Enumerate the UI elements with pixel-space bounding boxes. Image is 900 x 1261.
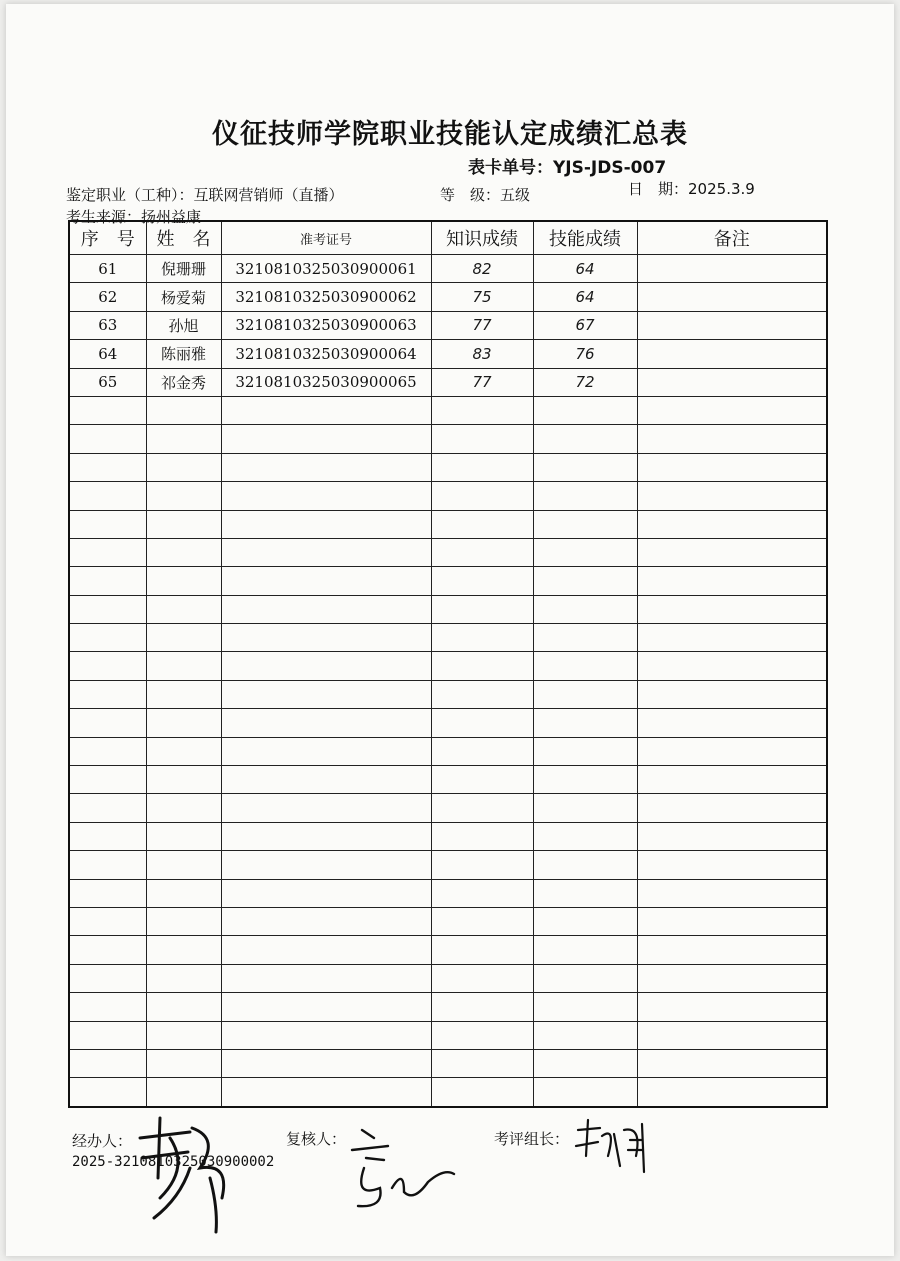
cell-remark bbox=[637, 964, 827, 992]
cell-remark bbox=[637, 737, 827, 765]
cell-skill: 64 bbox=[533, 255, 637, 283]
table-row bbox=[69, 737, 827, 765]
cell-remark bbox=[637, 283, 827, 311]
table-row bbox=[69, 340, 827, 368]
date-label: 日 期： bbox=[628, 180, 689, 198]
cell-skill bbox=[533, 907, 637, 935]
table-row bbox=[69, 766, 827, 794]
cell-seq: 65 bbox=[69, 368, 146, 396]
cell-seq bbox=[69, 964, 146, 992]
cell-name bbox=[146, 822, 221, 850]
cell-cert bbox=[221, 1049, 431, 1077]
table-row bbox=[69, 851, 827, 879]
table-body bbox=[69, 255, 827, 1107]
cell-remark bbox=[637, 567, 827, 595]
level-label: 等 级： bbox=[440, 186, 501, 204]
cell-knowledge bbox=[431, 680, 533, 708]
cell-name bbox=[146, 964, 221, 992]
table-row bbox=[69, 368, 827, 396]
cell-knowledge: 77 bbox=[431, 368, 533, 396]
table-row bbox=[69, 624, 827, 652]
document-title: 仪征技师学院职业技能认定成绩汇总表 bbox=[212, 119, 688, 150]
cell-name bbox=[146, 1021, 221, 1049]
cell-seq bbox=[69, 879, 146, 907]
cell-remark bbox=[637, 879, 827, 907]
cell-remark bbox=[637, 624, 827, 652]
table-row bbox=[69, 283, 827, 311]
cell-seq bbox=[69, 907, 146, 935]
cell-name bbox=[146, 1078, 221, 1107]
reviewer-label: 复核人： bbox=[286, 1130, 347, 1148]
cell-seq: 62 bbox=[69, 283, 146, 311]
cell-seq bbox=[69, 482, 146, 510]
header-cert: 准考证号 bbox=[221, 221, 431, 255]
cell-name bbox=[146, 907, 221, 935]
score-table bbox=[68, 220, 828, 1108]
cell-remark bbox=[637, 482, 827, 510]
cell-name: 杨爱菊 bbox=[146, 283, 221, 311]
cell-remark bbox=[637, 396, 827, 424]
table-row bbox=[69, 879, 827, 907]
table-row bbox=[69, 907, 827, 935]
table-row bbox=[69, 680, 827, 708]
cell-seq: 63 bbox=[69, 311, 146, 339]
cell-name bbox=[146, 510, 221, 538]
cell-cert bbox=[221, 396, 431, 424]
table-row bbox=[69, 538, 827, 566]
cell-knowledge: 83 bbox=[431, 340, 533, 368]
cell-remark bbox=[637, 595, 827, 623]
cell-skill bbox=[533, 595, 637, 623]
cell-name: 倪珊珊 bbox=[146, 255, 221, 283]
cell-seq bbox=[69, 822, 146, 850]
cell-seq bbox=[69, 766, 146, 794]
date-field bbox=[628, 178, 755, 199]
cell-skill bbox=[533, 851, 637, 879]
cell-name bbox=[146, 425, 221, 453]
occupation-value: 互联网营销师（直播） bbox=[193, 186, 344, 204]
cell-remark bbox=[637, 425, 827, 453]
cell-seq bbox=[69, 510, 146, 538]
header-knowledge: 知识成绩 bbox=[431, 221, 533, 255]
cell-knowledge bbox=[431, 595, 533, 623]
cell-skill bbox=[533, 1021, 637, 1049]
cell-cert bbox=[221, 936, 431, 964]
cell-skill bbox=[533, 737, 637, 765]
occupation-label: 鉴定职业（工种）： bbox=[66, 186, 194, 204]
level-value: 五级 bbox=[500, 186, 531, 204]
cell-remark bbox=[637, 1078, 827, 1107]
cell-remark bbox=[637, 652, 827, 680]
cell-seq bbox=[69, 1021, 146, 1049]
cell-seq bbox=[69, 396, 146, 424]
cell-remark bbox=[637, 680, 827, 708]
cell-knowledge bbox=[431, 766, 533, 794]
cell-remark bbox=[637, 794, 827, 822]
cell-seq bbox=[69, 737, 146, 765]
table-row bbox=[69, 652, 827, 680]
cell-cert bbox=[221, 709, 431, 737]
cell-cert bbox=[221, 510, 431, 538]
cell-knowledge bbox=[431, 964, 533, 992]
cell-name bbox=[146, 538, 221, 566]
cell-cert bbox=[221, 453, 431, 481]
cell-name bbox=[146, 624, 221, 652]
table-row bbox=[69, 1049, 827, 1077]
cell-cert bbox=[221, 907, 431, 935]
cell-name bbox=[146, 680, 221, 708]
cell-name bbox=[146, 1049, 221, 1077]
cell-seq bbox=[69, 567, 146, 595]
table-header-row bbox=[69, 221, 827, 255]
header-seq: 序 号 bbox=[69, 221, 146, 255]
cell-remark bbox=[637, 453, 827, 481]
form-number bbox=[468, 153, 666, 178]
cell-skill bbox=[533, 510, 637, 538]
cell-skill: 72 bbox=[533, 368, 637, 396]
cell-knowledge bbox=[431, 425, 533, 453]
cell-remark bbox=[637, 510, 827, 538]
cell-knowledge bbox=[431, 936, 533, 964]
cell-cert bbox=[221, 766, 431, 794]
header-remark: 备注 bbox=[637, 221, 827, 255]
cell-name bbox=[146, 595, 221, 623]
cell-seq bbox=[69, 453, 146, 481]
table-row bbox=[69, 595, 827, 623]
cell-remark bbox=[637, 851, 827, 879]
cell-cert bbox=[221, 794, 431, 822]
cell-remark bbox=[637, 340, 827, 368]
cell-skill: 67 bbox=[533, 311, 637, 339]
cell-seq bbox=[69, 652, 146, 680]
cell-knowledge bbox=[431, 709, 533, 737]
cell-seq bbox=[69, 709, 146, 737]
cell-knowledge bbox=[431, 907, 533, 935]
cell-cert: 3210810325030900064 bbox=[221, 340, 431, 368]
cell-cert bbox=[221, 737, 431, 765]
handler-signature bbox=[130, 1108, 250, 1238]
cell-name bbox=[146, 879, 221, 907]
table-row bbox=[69, 482, 827, 510]
cell-name: 孙旭 bbox=[146, 311, 221, 339]
cell-skill bbox=[533, 538, 637, 566]
cell-seq: 61 bbox=[69, 255, 146, 283]
cell-knowledge bbox=[431, 567, 533, 595]
cell-name bbox=[146, 453, 221, 481]
cell-seq bbox=[69, 624, 146, 652]
cell-name bbox=[146, 567, 221, 595]
cell-knowledge bbox=[431, 879, 533, 907]
header-name: 姓 名 bbox=[146, 221, 221, 255]
occupation-field bbox=[66, 184, 344, 205]
cell-name bbox=[146, 652, 221, 680]
cell-knowledge bbox=[431, 453, 533, 481]
cell-remark bbox=[637, 993, 827, 1021]
cell-seq bbox=[69, 680, 146, 708]
cell-skill bbox=[533, 624, 637, 652]
cell-seq bbox=[69, 425, 146, 453]
cell-seq: 64 bbox=[69, 340, 146, 368]
cell-remark bbox=[637, 936, 827, 964]
cell-skill bbox=[533, 425, 637, 453]
cell-skill bbox=[533, 396, 637, 424]
cell-name bbox=[146, 993, 221, 1021]
cell-seq bbox=[69, 794, 146, 822]
cell-name: 祁金秀 bbox=[146, 368, 221, 396]
cell-skill bbox=[533, 766, 637, 794]
cell-knowledge bbox=[431, 1049, 533, 1077]
table-row bbox=[69, 425, 827, 453]
cell-skill bbox=[533, 1078, 637, 1107]
cell-remark bbox=[637, 1049, 827, 1077]
cell-knowledge bbox=[431, 396, 533, 424]
cell-skill bbox=[533, 936, 637, 964]
table-row bbox=[69, 936, 827, 964]
form-number-label: 表卡单号： bbox=[468, 158, 553, 178]
cell-remark bbox=[637, 255, 827, 283]
cell-seq bbox=[69, 1049, 146, 1077]
cell-name bbox=[146, 482, 221, 510]
cell-cert: 3210810325030900062 bbox=[221, 283, 431, 311]
cell-knowledge bbox=[431, 624, 533, 652]
source-value: 扬州益康 bbox=[141, 208, 202, 226]
table-row bbox=[69, 567, 827, 595]
table-row bbox=[69, 1078, 827, 1107]
cell-remark bbox=[637, 907, 827, 935]
cell-cert bbox=[221, 567, 431, 595]
source-label: 考生来源： bbox=[66, 208, 142, 226]
cell-cert: 3210810325030900065 bbox=[221, 368, 431, 396]
cell-name bbox=[146, 709, 221, 737]
table-row bbox=[69, 822, 827, 850]
handler-label: 经办人： bbox=[72, 1132, 133, 1150]
cell-cert bbox=[221, 822, 431, 850]
cell-cert bbox=[221, 993, 431, 1021]
cell-cert bbox=[221, 425, 431, 453]
cell-seq bbox=[69, 538, 146, 566]
cell-knowledge bbox=[431, 652, 533, 680]
cell-cert bbox=[221, 652, 431, 680]
cell-skill bbox=[533, 482, 637, 510]
cell-remark bbox=[637, 766, 827, 794]
cell-name: 陈丽雅 bbox=[146, 340, 221, 368]
table-row bbox=[69, 1021, 827, 1049]
cell-remark bbox=[637, 822, 827, 850]
cell-cert bbox=[221, 624, 431, 652]
cell-seq bbox=[69, 595, 146, 623]
cell-cert bbox=[221, 851, 431, 879]
document-code: 2025-3210810325030900002 bbox=[72, 1154, 275, 1170]
cell-skill bbox=[533, 879, 637, 907]
cell-knowledge bbox=[431, 851, 533, 879]
cell-remark bbox=[637, 1021, 827, 1049]
cell-knowledge: 77 bbox=[431, 311, 533, 339]
cell-knowledge: 75 bbox=[431, 283, 533, 311]
form-number-value: YJS-JDS-007 bbox=[553, 158, 667, 178]
cell-name bbox=[146, 851, 221, 879]
cell-cert: 3210810325030900061 bbox=[221, 255, 431, 283]
table-row bbox=[69, 794, 827, 822]
cell-seq bbox=[69, 936, 146, 964]
cell-remark bbox=[637, 709, 827, 737]
cell-name bbox=[146, 936, 221, 964]
cell-remark bbox=[637, 311, 827, 339]
cell-skill: 64 bbox=[533, 283, 637, 311]
cell-name bbox=[146, 766, 221, 794]
cell-skill bbox=[533, 453, 637, 481]
table-row bbox=[69, 993, 827, 1021]
cell-seq bbox=[69, 993, 146, 1021]
cell-cert bbox=[221, 482, 431, 510]
cell-skill bbox=[533, 993, 637, 1021]
cell-cert bbox=[221, 680, 431, 708]
cell-knowledge bbox=[431, 1021, 533, 1049]
reviewer-signature bbox=[344, 1118, 464, 1218]
cell-name bbox=[146, 396, 221, 424]
cell-knowledge bbox=[431, 1078, 533, 1107]
cell-skill bbox=[533, 794, 637, 822]
cell-skill bbox=[533, 680, 637, 708]
cell-name bbox=[146, 737, 221, 765]
table-row bbox=[69, 396, 827, 424]
cell-knowledge bbox=[431, 538, 533, 566]
cell-skill bbox=[533, 709, 637, 737]
cell-cert bbox=[221, 964, 431, 992]
cell-knowledge: 82 bbox=[431, 255, 533, 283]
cell-knowledge bbox=[431, 993, 533, 1021]
chief-label: 考评组长： bbox=[494, 1130, 570, 1148]
level-field bbox=[440, 184, 530, 205]
cell-cert: 3210810325030900063 bbox=[221, 311, 431, 339]
table-row bbox=[69, 964, 827, 992]
cell-cert bbox=[221, 879, 431, 907]
cell-knowledge bbox=[431, 510, 533, 538]
cell-cert bbox=[221, 538, 431, 566]
table-row bbox=[69, 311, 827, 339]
table-row bbox=[69, 453, 827, 481]
cell-remark bbox=[637, 538, 827, 566]
header-skill: 技能成绩 bbox=[533, 221, 637, 255]
cell-cert bbox=[221, 1021, 431, 1049]
cell-skill bbox=[533, 964, 637, 992]
chief-signature bbox=[572, 1116, 652, 1180]
cell-seq bbox=[69, 1078, 146, 1107]
cell-knowledge bbox=[431, 482, 533, 510]
date-value: 2025.3.9 bbox=[688, 180, 755, 198]
cell-skill bbox=[533, 822, 637, 850]
table-row bbox=[69, 709, 827, 737]
table-row bbox=[69, 255, 827, 283]
cell-name bbox=[146, 794, 221, 822]
cell-cert bbox=[221, 595, 431, 623]
cell-knowledge bbox=[431, 737, 533, 765]
cell-seq bbox=[69, 851, 146, 879]
cell-skill bbox=[533, 1049, 637, 1077]
cell-skill bbox=[533, 652, 637, 680]
cell-skill: 76 bbox=[533, 340, 637, 368]
cell-remark bbox=[637, 368, 827, 396]
cell-knowledge bbox=[431, 794, 533, 822]
cell-knowledge bbox=[431, 822, 533, 850]
cell-cert bbox=[221, 1078, 431, 1107]
cell-skill bbox=[533, 567, 637, 595]
table-row bbox=[69, 510, 827, 538]
